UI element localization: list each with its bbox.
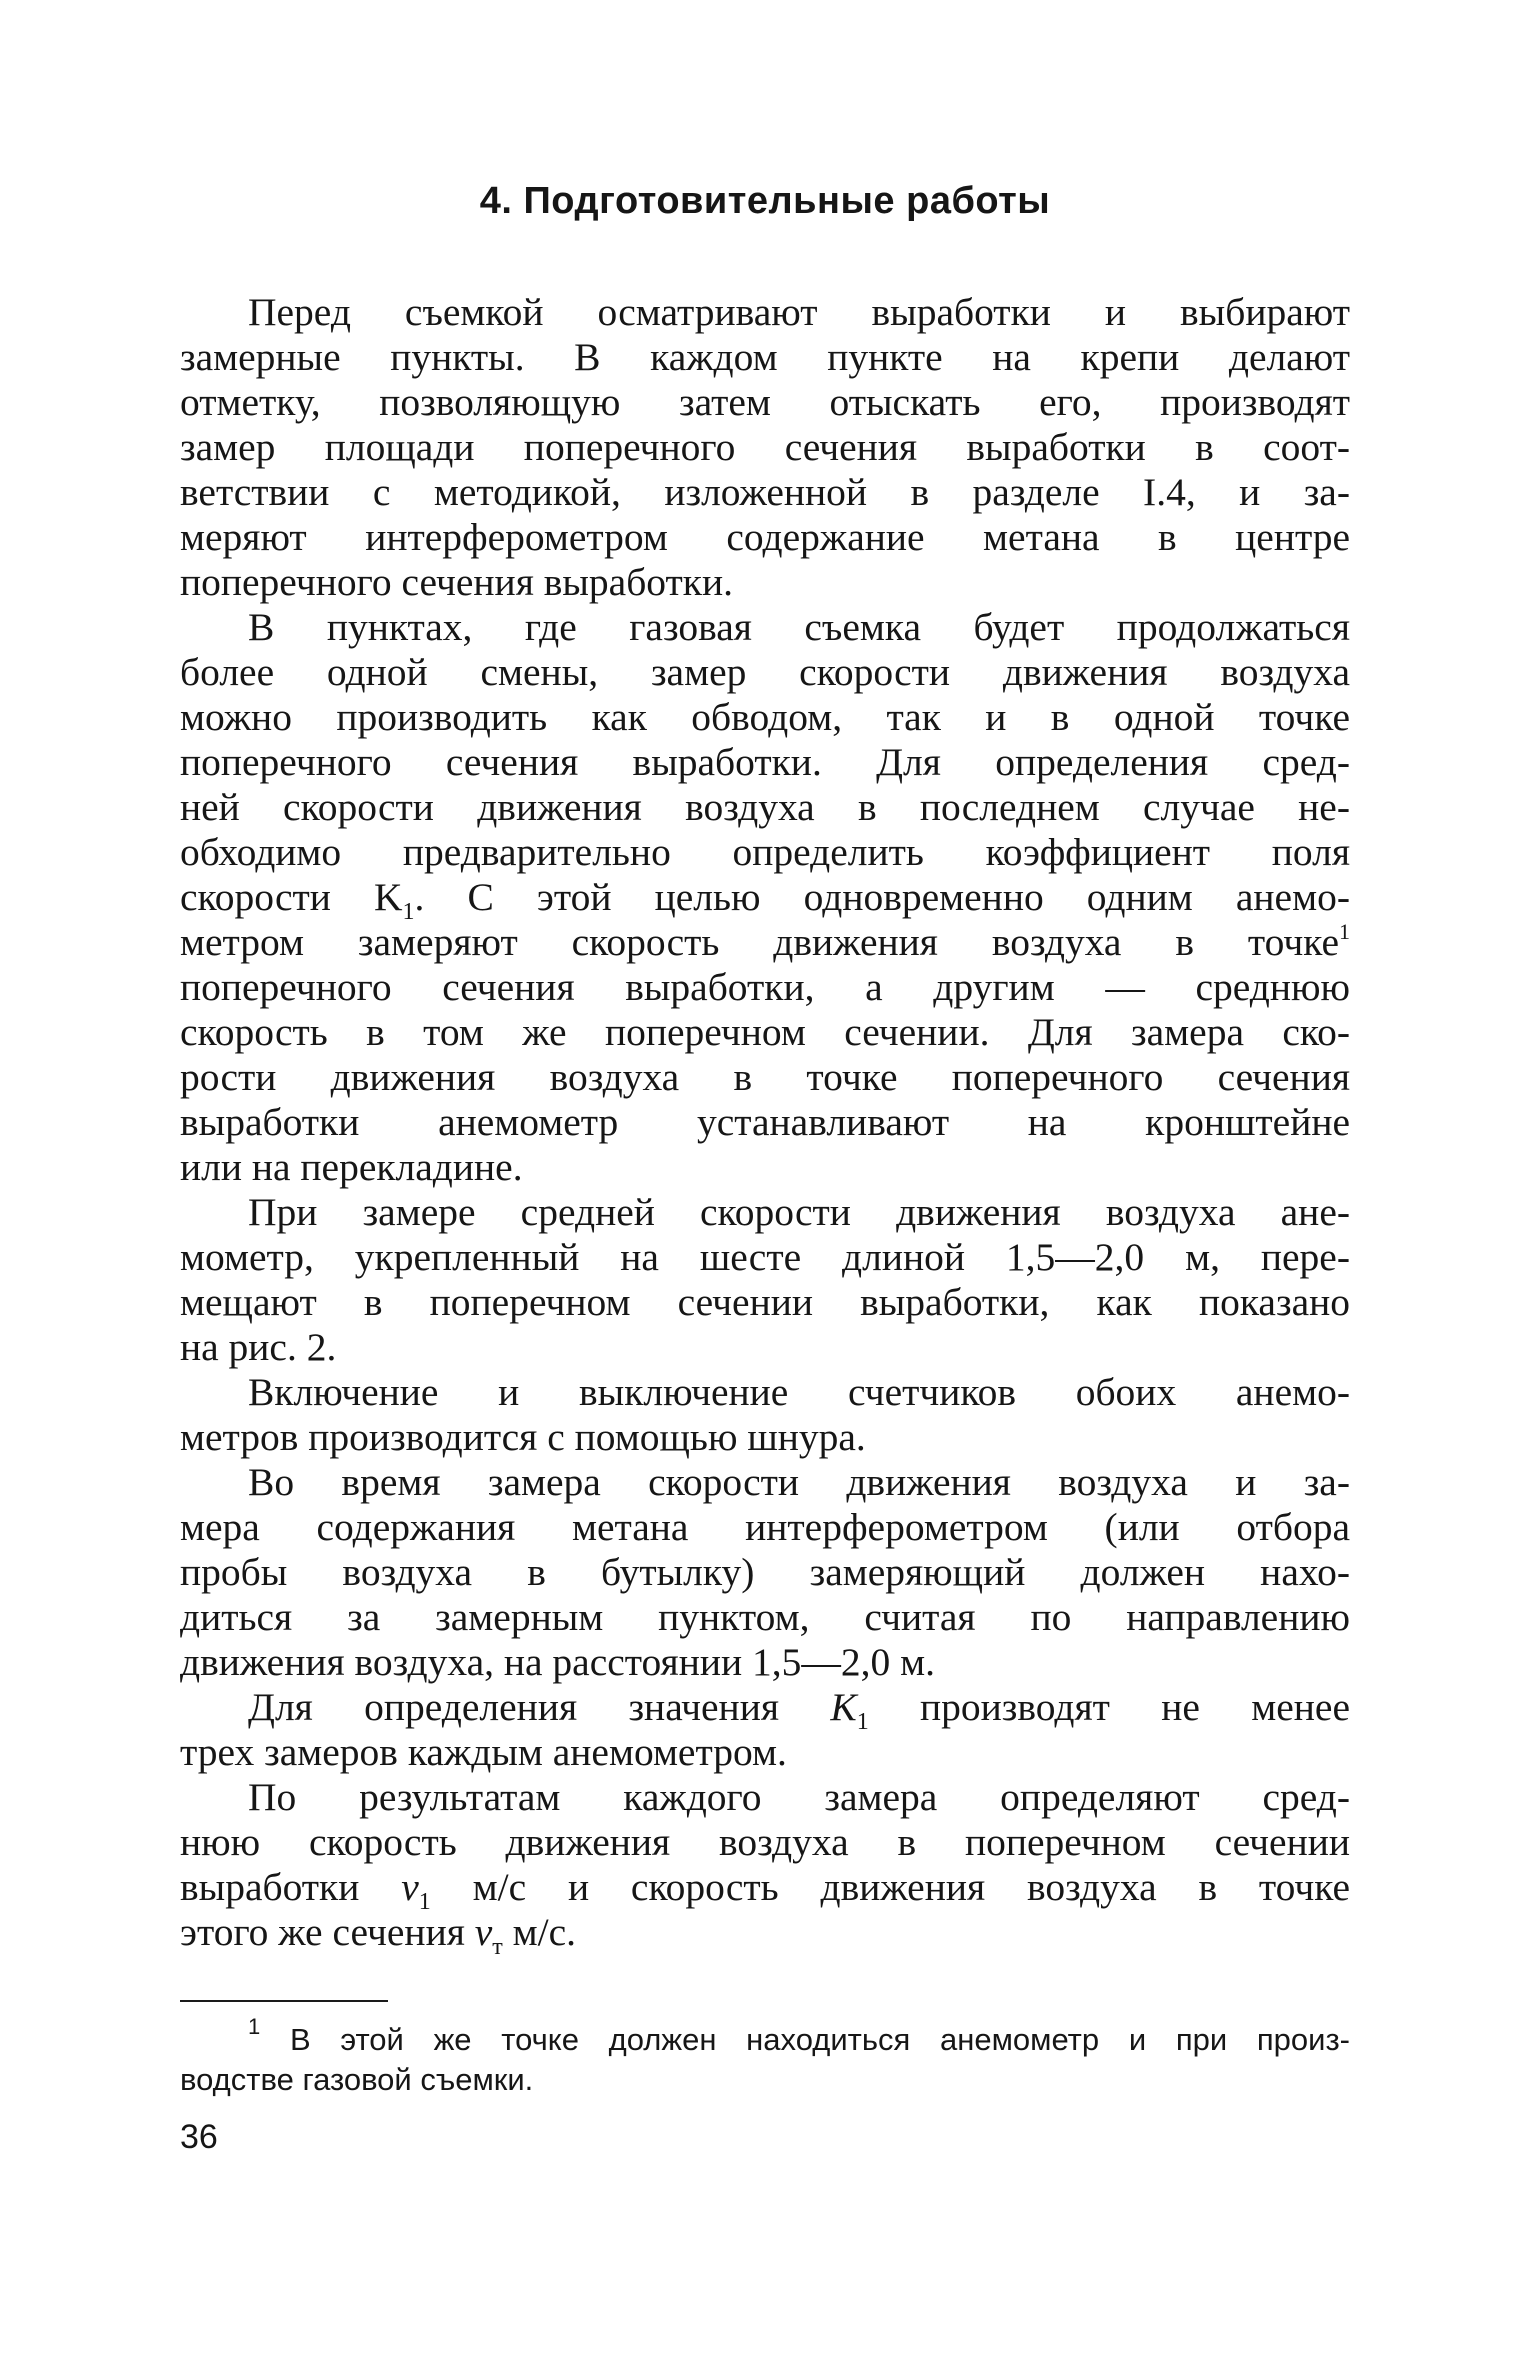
text-run: выработки [180, 1865, 402, 1909]
math-symbol: v [474, 1910, 493, 1954]
text-line [180, 2014, 1350, 2060]
text-line: скорость в том же поперечном сечении. Для замера ско- [180, 1010, 1350, 1054]
text-line: мометр, укрепленный на шесте длиной 1,5—2,0 м, пере- [180, 1235, 1350, 1279]
text-line: поперечного сечения выработки. [180, 560, 733, 604]
text-line: можно производить как обводом, так и в одной точке [180, 695, 1350, 739]
text-line: Включение и выключение счетчиков обоих анемо- [248, 1370, 1350, 1414]
text-line: на рис. 2. [180, 1325, 337, 1369]
text-line: трех замеров каждым анемометром. [180, 1730, 787, 1774]
text-line: В пунктах, где газовая съемка будет продолжаться [248, 605, 1350, 649]
footnote-divider [180, 2000, 388, 2002]
text-line: ветствии с методикой, изложенной в разделе I.4, и за- [180, 470, 1350, 514]
text-run: м/с и скорость движения воздуха в точке [430, 1865, 1351, 1909]
subscript: 1 [402, 898, 415, 925]
text-line: или на перекладине. [180, 1145, 523, 1189]
text-line: диться за замерным пунктом, считая по направлению [180, 1595, 1350, 1639]
text-line: поперечного сечения выработки. Для определения сред- [180, 740, 1350, 784]
text-line [180, 1865, 1351, 1915]
text-line: Перед съемкой осматривают выработки и выбирают [248, 290, 1350, 334]
text-line: более одной смены, замер скорости движения воздуха [180, 650, 1350, 694]
text-line: обходимо предварительно определить коэффициент поля [180, 830, 1350, 874]
text-run: скорости K [180, 875, 403, 919]
text-run: производят не менее [868, 1685, 1350, 1729]
paragraph [180, 1685, 1350, 1775]
text-line: нюю скорость движения воздуха в поперечном сечении [180, 1820, 1350, 1864]
text-line: выработки анемометр устанавливают на кронштейне [180, 1100, 1350, 1144]
math-symbol: K [830, 1685, 857, 1729]
math-symbol: v [401, 1865, 419, 1909]
paragraph [180, 605, 1350, 1190]
text-line: замер площади поперечного сечения выработки в соот- [180, 425, 1350, 469]
text-line [180, 1910, 1350, 1960]
section-heading: 4. Подготовительные работы [479, 180, 1051, 222]
footnote-marker: 1 [248, 2014, 261, 2039]
text-run: . С этой целью одновременно одним анемо- [414, 875, 1350, 919]
text-line: замерные пункты. В каждом пункте на крепи делают [180, 335, 1350, 379]
subscript: 1 [418, 1888, 431, 1915]
footnote-marker: 1 [1339, 919, 1350, 944]
paragraph [180, 290, 1350, 605]
text-run: Для определения значения [248, 1685, 831, 1729]
text-run: метром замеряют скорость движения воздуха в точке [180, 920, 1339, 964]
text-line: мещают в поперечном сечении выработки, как показано [180, 1280, 1350, 1324]
text-line: мера содержания метана интерферометром (или отбора [180, 1505, 1350, 1549]
paragraph [180, 1370, 1350, 1460]
text-line: поперечного сечения выработки, а другим — среднюю [180, 965, 1350, 1009]
paragraph [180, 1460, 1350, 1685]
text-run: этого же сечения [180, 1910, 475, 1954]
text-line: рости движения воздуха в точке поперечного сечения [180, 1055, 1350, 1099]
text-line [180, 875, 1350, 925]
text-line: ней скорости движения воздуха в последнем случае не- [180, 785, 1350, 829]
text-line: отметку, позволяющую затем отыскать его, производят [180, 380, 1350, 424]
text-run: В этой же точке должен находиться анемометр и при произ- [260, 2022, 1350, 2057]
footnote [180, 2014, 1350, 2100]
text-line: При замере средней скорости движения воздуха ане- [248, 1190, 1350, 1234]
text-line [180, 1685, 1350, 1735]
text-line [180, 920, 1350, 965]
page-number: 36 [180, 2118, 218, 2156]
text-line: движения воздуха, на расстоянии 1,5—2,0 м. [180, 1640, 935, 1684]
subscript: 1 [856, 1708, 869, 1735]
paragraph [180, 1775, 1351, 1960]
paragraph [180, 1190, 1350, 1370]
text-line: По результатам каждого замера определяют сред- [248, 1775, 1350, 1819]
text-run: м/с. [502, 1910, 577, 1954]
subscript: т [492, 1933, 503, 1960]
body-text [180, 290, 1351, 1960]
text-line: метров производится с помощью шнура. [180, 1415, 866, 1459]
text-line: меряют интерферометром содержание метана в центре [180, 515, 1350, 559]
text-line: Во время замера скорости движения воздуха и за- [248, 1460, 1350, 1504]
text-line: пробы воздуха в бутылку) замеряющий должен нахо- [180, 1550, 1350, 1594]
text-line: водстве газовой съемки. [180, 2062, 534, 2097]
